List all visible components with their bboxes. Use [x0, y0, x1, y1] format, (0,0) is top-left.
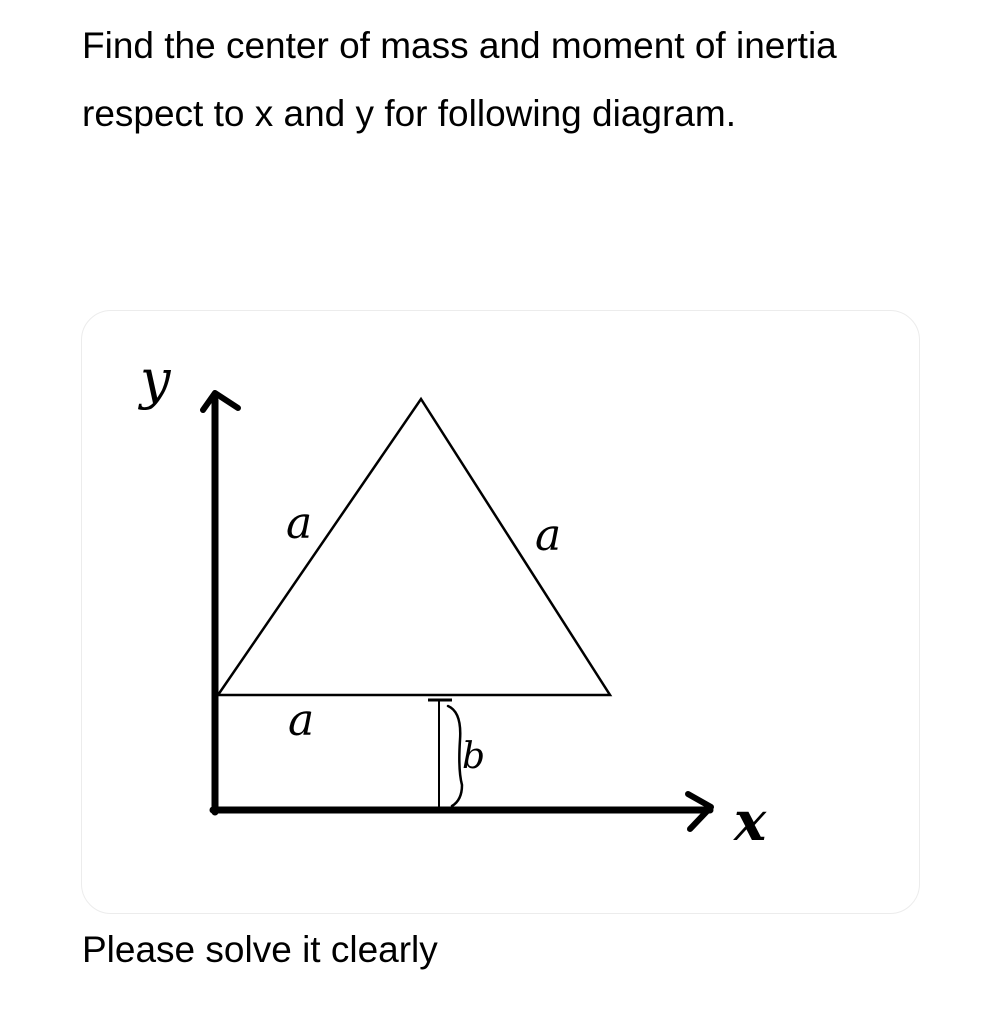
side-right-label: a	[535, 510, 562, 561]
x-axis-label: x	[734, 789, 767, 853]
y-axis-arrowhead	[203, 393, 238, 410]
height-dimension-brace	[448, 706, 462, 806]
y-axis-label: y	[140, 348, 171, 411]
side-left-label: a	[286, 498, 313, 549]
rect-width-label: a	[288, 695, 315, 746]
footer-text: Please solve it clearly	[82, 929, 438, 970]
question-text: Find the center of mass and moment of inertia respect to x and y for following diagram.	[82, 25, 837, 134]
rect-height-label: b	[462, 736, 486, 777]
